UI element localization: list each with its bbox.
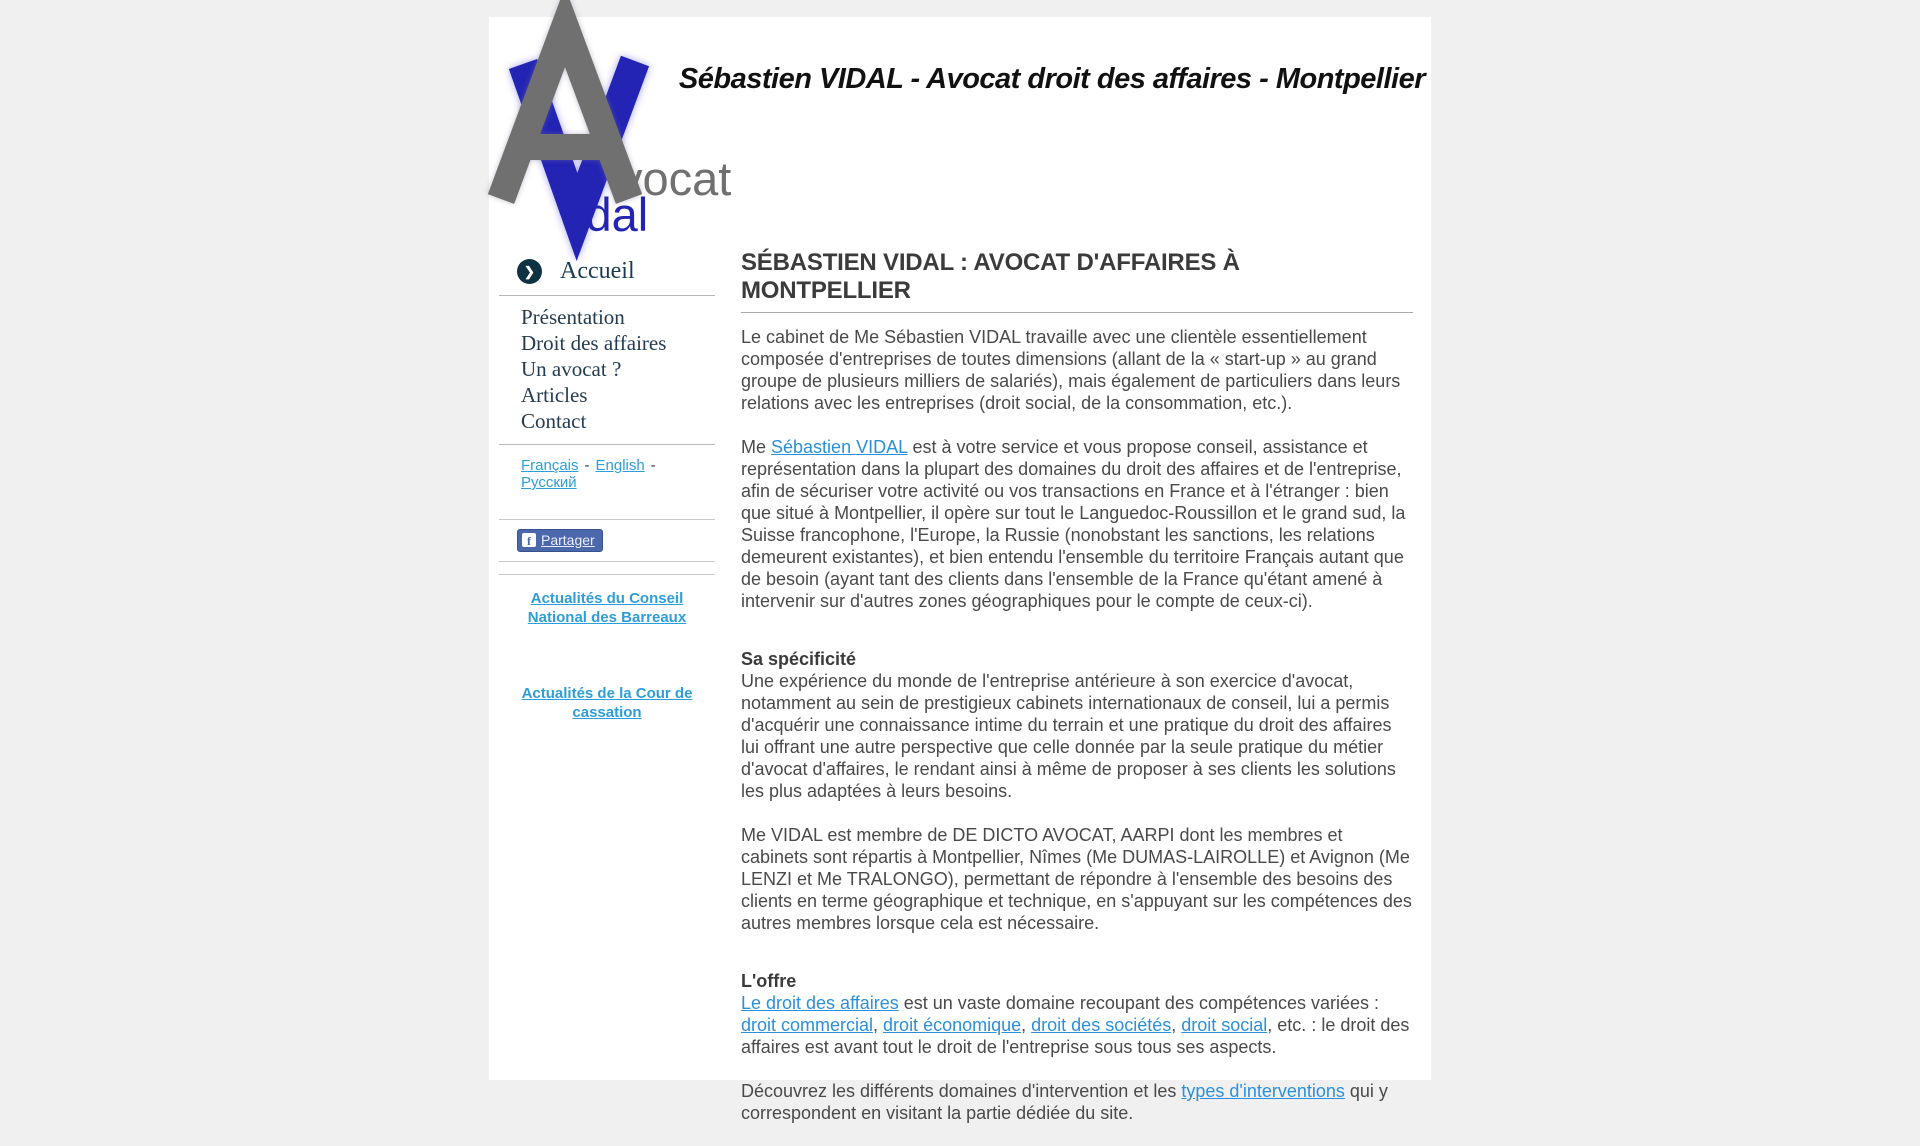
facebook-share-band <box>499 519 715 562</box>
avocat-vidal-logo[interactable] <box>491 19 741 241</box>
section-title-offre: L'offre <box>741 971 797 991</box>
intro-paragraph: Le cabinet de Me Sébastien VIDAL travaille avec une clientèle essentiellement composée d'entreprises de toutes dimensions (allant de la « start-up » au grand groupe de plusieurs milliers de salariés), mais également de particuliers dans leurs relations avec les entreprises (droit social, de la consommation, etc.). <box>741 327 1401 413</box>
link-droit-economique[interactable]: droit économique <box>883 1015 1022 1035</box>
page-title: SÉBASTIEN VIDAL : AVOCAT D'AFFAIRES À MONTPELLIER <box>741 249 1413 313</box>
de-dicto-paragraph: Me VIDAL est membre de DE DICTO AVOCAT, AARPI dont les membres et cabinets sont répartis à Montpellier, Nîmes (Me DUMAS-LAIROLLE) et Avignon (Me LENZI et Me TRALONGO), permettant de répondre à l'ensemble des besoins des clients en terme géographique et technique, en s'appuyant sur les compétences des autres membres lorsque cela est nécessaire. <box>741 825 1412 933</box>
external-news-links <box>499 574 715 722</box>
chevron-right-circle-icon: ❯ <box>517 259 542 284</box>
text-segment: est un vaste domaine recoupant des compétences variées : <box>898 993 1380 1013</box>
language-link-english[interactable]: English <box>595 457 645 474</box>
language-link-russian[interactable]: Русский <box>521 474 577 491</box>
section-title-specificite: Sa spécificité <box>741 649 857 669</box>
sidebar-nav <box>499 296 715 444</box>
specificity-paragraph: Une expérience du monde de l'entreprise antérieure à son exercice d'avocat, notamment au sein de prestigieux cabinets internationaux de conseil, lui a permis d'acquérir une connaissance intime du terrain et une pratique du droit des affaires lui offrant une autre perspective que celle donnée par la seule pratique du métier d'avocat d'affaires, le rendant ainsi à même de proposer à ses clients les solutions les plus adaptées à leurs besoins. <box>741 671 1396 801</box>
sidebar-item-presentation[interactable]: Présentation <box>521 305 625 329</box>
discover-paragraph <box>741 1080 1413 1124</box>
services-paragraph <box>741 436 1413 612</box>
language-link-francais[interactable]: Français <box>521 457 579 474</box>
language-separator: - <box>650 457 656 474</box>
text-segment: , <box>1021 1015 1032 1035</box>
sidebar-item-articles[interactable]: Articles <box>521 383 588 407</box>
text-segment: qui y correspondent en visitant la partie dédiée du site. <box>741 1081 1388 1123</box>
text-segment: , <box>1171 1015 1182 1035</box>
text-segment: , etc. : le droit des affaires est avant tout le droit de l'entreprise sous tous ses aspects. <box>741 1015 1410 1057</box>
logo-text-idal: idal <box>575 188 649 241</box>
offer-paragraph <box>741 992 1413 1058</box>
logo-text-vocat: vocat <box>619 152 732 205</box>
sidebar-item-un-avocat[interactable]: Un avocat ? <box>521 357 622 381</box>
content-page <box>489 17 1431 1123</box>
text-segment: , <box>873 1015 884 1035</box>
link-droit-social[interactable]: droit social <box>1181 1015 1268 1035</box>
language-separator: - <box>584 457 590 474</box>
facebook-share-label: Partager <box>541 532 595 548</box>
sidebar-item-accueil[interactable] <box>499 254 715 288</box>
facebook-share-button[interactable] <box>517 529 603 552</box>
sidebar-item-droit-des-affaires[interactable]: Droit des affaires <box>521 331 667 355</box>
link-types-interventions[interactable]: types d'interventions <box>1181 1081 1345 1101</box>
site-title: Sébastien VIDAL - Avocat droit des affaires - Montpellier <box>678 63 1425 95</box>
sidebar-item-accueil-label: Accueil <box>560 257 635 284</box>
sidebar <box>499 254 715 779</box>
facebook-icon: f <box>522 533 536 547</box>
link-droit-des-affaires[interactable]: Le droit des affaires <box>741 993 899 1013</box>
link-actualites-cour-de-cassation[interactable]: Actualités de la Cour de cassation <box>521 685 693 721</box>
link-sebastien-vidal[interactable]: Sébastien VIDAL <box>771 437 908 457</box>
text-segment: Me <box>741 437 772 457</box>
main-content <box>741 249 1413 1146</box>
sidebar-item-contact[interactable]: Contact <box>521 409 587 433</box>
logo-av-monogram-icon <box>491 19 741 241</box>
text-segment: est à votre service et vous propose conseil, assistance et représentation dans la plupart des domaines du droit des affaires et de l'entreprise, afin de sécuriser votre activité ou vos transactions en France et à l'étranger : bien que situé à Montpellier, il opère sur tout le Languedoc-Roussillon et le grand sud, la Suisse francophone, l'Europe, la Russie (nonobstant les sanctions, les relations demeurent existantes), et bien entendu l'ensemble du territoire Français autant que de besoin (ayant tant des clients dans l'ensemble de la France qu'étant amené à intervenir sur d'autres zones géographiques pour le compte de ceux-ci). <box>741 437 1406 611</box>
text-segment: Découvrez les différents domaines d'intervention et les <box>741 1081 1182 1101</box>
link-droit-des-societes[interactable]: droit des sociétés <box>1031 1015 1172 1035</box>
language-switcher <box>499 445 715 505</box>
link-droit-commercial[interactable]: droit commercial <box>741 1015 874 1035</box>
link-actualites-cnb[interactable]: Actualités du Conseil National des Barreaux <box>527 590 687 626</box>
